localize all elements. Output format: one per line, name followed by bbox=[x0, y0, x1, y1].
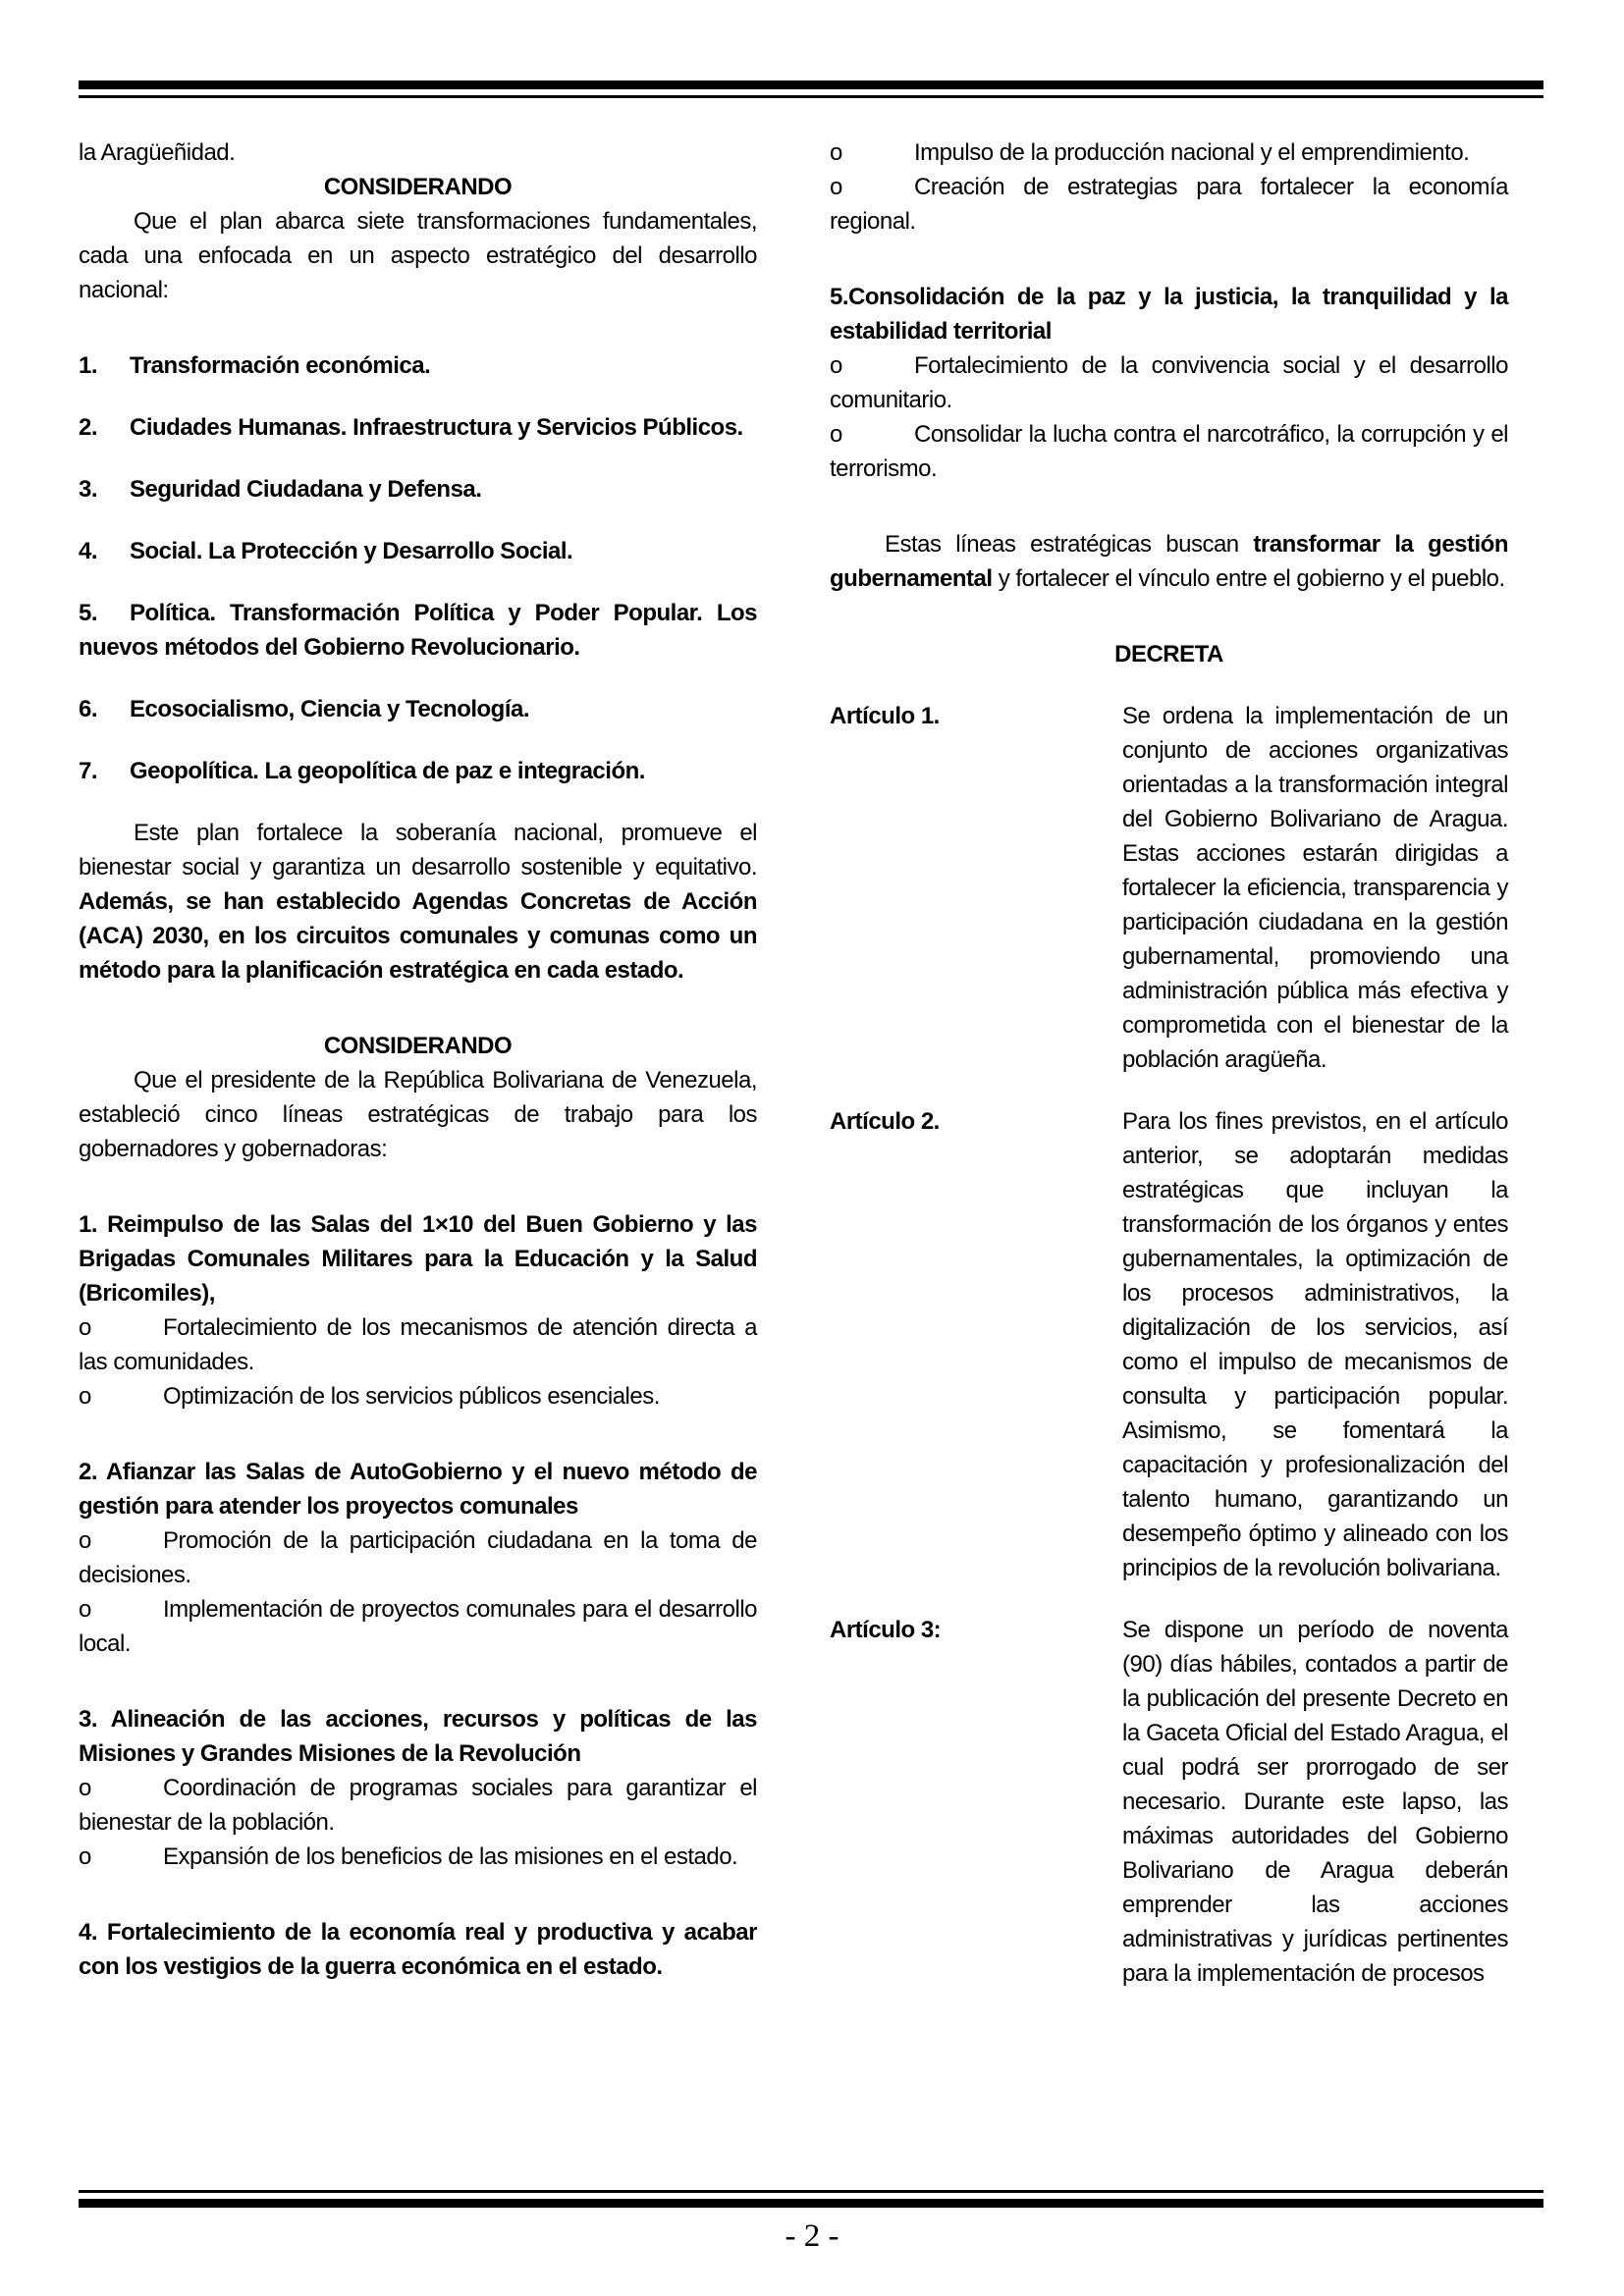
bullet-text: Impulso de la producción nacional y el emprendimiento. bbox=[914, 139, 1470, 166]
top-rule-thin bbox=[79, 95, 1543, 98]
item-number: 7. bbox=[79, 758, 98, 784]
item-text: Social. La Protección y Desarrollo Social. bbox=[130, 538, 573, 564]
bullet-item bbox=[830, 170, 1508, 239]
articulo-row bbox=[830, 699, 1508, 1077]
linea-header-3: 3. Alineación de las acciones, recursos y políticas de las Misiones y Grandes Misiones de la Revolución bbox=[79, 1706, 757, 1767]
paragraph-este-plan bbox=[79, 816, 757, 988]
bullet-text: Fortalecimiento de los mecanismos de atención directa a las comunidades. bbox=[79, 1314, 757, 1375]
articulo-label: Artículo 3: bbox=[830, 1617, 942, 1643]
bullet-marker: o bbox=[79, 1775, 91, 1801]
item-number: 4. bbox=[79, 538, 98, 564]
page-content bbox=[79, 135, 1508, 1991]
transformation-item bbox=[79, 472, 757, 507]
paragraph-text: Este plan fortalece la soberanía nacional, promueve el bienestar social y garantiza un desarrollo sostenible y equitativo. bbox=[79, 820, 757, 881]
transformation-item bbox=[79, 534, 757, 568]
bullet-text: Fortalecimiento de la convivencia social y el desarrollo comunitario. bbox=[830, 352, 1508, 413]
paragraph-plan: Que el plan abarca siete transformaciones fundamentales, cada una enfocada en un aspecto estratégico del desarrollo nacional: bbox=[79, 208, 757, 303]
bottom-rule-thick bbox=[79, 2199, 1543, 2208]
articulo-label: Artículo 2. bbox=[830, 1108, 940, 1135]
item-text: Seguridad Ciudadana y Defensa. bbox=[130, 476, 482, 503]
bullet-marker: o bbox=[79, 1527, 91, 1554]
item-number: 6. bbox=[79, 696, 98, 722]
heading-decreta: DECRETA bbox=[1114, 641, 1223, 667]
linea-header-5: 5.Consolidación de la paz y la justicia, la tranquilidad y la estabilidad territorial bbox=[830, 284, 1508, 345]
transformation-item bbox=[79, 692, 757, 726]
item-text: Transformación económica. bbox=[130, 352, 431, 379]
bullet-text: Optimización de los servicios públicos esenciales. bbox=[163, 1383, 660, 1410]
page-number: - 2 - bbox=[785, 2218, 839, 2254]
bullet-item bbox=[79, 1379, 757, 1414]
articulo-body: Se ordena la implementación de un conjunto de acciones organizativas orientadas a la transformación integral del Gobierno Bolivariano de Aragua. Estas acciones estarán dirigidas a fortalecer la eficiencia, transparencia y participación ciudadana en la gestión gubernamental, promoviendo una administración pública más efectiva y comprometida con el bienestar de la población aragüeña. bbox=[1122, 703, 1508, 1073]
paragraph-estas-lineas bbox=[830, 527, 1508, 596]
paragraph-presidente: Que el presidente de la República Bolivariana de Venezuela, estableció cinco líneas estratégicas de trabajo para los gobernadores y gobernadoras: bbox=[79, 1067, 757, 1162]
linea-header-2: 2. Afianzar las Salas de AutoGobierno y el nuevo método de gestión para atender los proyectos comunales bbox=[79, 1459, 757, 1520]
bullet-marker: o bbox=[79, 1596, 91, 1623]
bullet-item bbox=[830, 135, 1508, 170]
item-number: 3. bbox=[79, 476, 98, 503]
transformation-item bbox=[79, 348, 757, 383]
heading-considerando-1: CONSIDERANDO bbox=[323, 174, 513, 200]
bullet-text: Consolidar la lucha contra el narcotráfico, la corrupción y el terrorismo. bbox=[830, 421, 1508, 482]
bullet-item bbox=[79, 1523, 757, 1592]
top-rule-thick bbox=[79, 80, 1543, 89]
paragraph-text: Estas líneas estratégicas buscan bbox=[885, 531, 1254, 558]
heading-considerando-2: CONSIDERANDO bbox=[323, 1033, 513, 1059]
bullet-marker: o bbox=[79, 1843, 91, 1870]
transformation-item bbox=[79, 596, 757, 665]
bullet-text: Expansión de los beneficios de las misiones en el estado. bbox=[163, 1843, 738, 1870]
column-right bbox=[830, 135, 1508, 1991]
carryover-line: la Aragüeñidad. bbox=[79, 139, 236, 166]
bottom-rule-thin bbox=[79, 2190, 1543, 2193]
bullet-text: Coordinación de programas sociales para garantizar el bienestar de la población. bbox=[79, 1775, 757, 1836]
bullet-item bbox=[79, 1310, 757, 1379]
linea-header-4: 4. Fortalecimiento de la economía real y productiva y acabar con los vestigios de la guerra económica en el estado. bbox=[79, 1919, 757, 1980]
item-number: 1. bbox=[79, 352, 98, 379]
bullet-marker: o bbox=[830, 174, 842, 200]
paragraph-bold-text: transformar la gestión gubernamental bbox=[830, 531, 1508, 592]
item-text: Ciudades Humanas. Infraestructura y Servicios Públicos. bbox=[130, 414, 743, 441]
bullet-marker: o bbox=[79, 1383, 91, 1410]
item-text: Geopolítica. La geopolítica de paz e integración. bbox=[130, 758, 645, 784]
bullet-marker: o bbox=[830, 421, 842, 448]
item-number: 5. bbox=[79, 600, 98, 626]
bullet-item bbox=[79, 1592, 757, 1661]
bullet-text: Implementación de proyectos comunales para el desarrollo local. bbox=[79, 1596, 757, 1657]
bullet-text: Creación de estrategias para fortalecer la economía regional. bbox=[830, 174, 1508, 235]
item-number: 2. bbox=[79, 414, 98, 441]
articulo-row bbox=[830, 1613, 1508, 1991]
articulo-row bbox=[830, 1104, 1508, 1585]
column-left bbox=[79, 135, 757, 1991]
bullet-marker: o bbox=[830, 352, 842, 379]
bullet-item bbox=[79, 1840, 757, 1874]
item-text: Ecosocialismo, Ciencia y Tecnología. bbox=[130, 696, 530, 722]
bullet-marker: o bbox=[79, 1314, 91, 1341]
bullet-item bbox=[830, 417, 1508, 486]
transformation-item bbox=[79, 754, 757, 788]
paragraph-bold-text: Además, se han establecido Agendas Concretas de Acción (ACA) 2030, en los circuitos comunales y comunas como un método para la planificación estratégica en cada estado. bbox=[79, 888, 757, 984]
bullet-text: Promoción de la participación ciudadana en la toma de decisiones. bbox=[79, 1527, 757, 1588]
bullet-item bbox=[830, 348, 1508, 417]
bullet-marker: o bbox=[830, 139, 842, 166]
linea-header-1: 1. Reimpulso de las Salas del 1×10 del Buen Gobierno y las Brigadas Comunales Militares para la Educación y la Salud (Bricomiles), bbox=[79, 1211, 757, 1307]
articulo-body: Para los fines previstos, en el artículo anterior, se adoptarán medidas estratégicas que incluyan la transformación de los órganos y entes gubernamentales, la optimización de los procesos administrativos, la digitalización de los servicios, así como el impulso de mecanismos de consulta y participación popular. Asimismo, se fomentará la capacitación y profesionalización del talento humano, garantizando un desempeño óptimo y alineado con los principios de la revolución bolivariana. bbox=[1122, 1108, 1508, 1581]
articulo-label: Artículo 1. bbox=[830, 703, 940, 729]
paragraph-text: y fortalecer el vínculo entre el gobierno y el pueblo. bbox=[992, 565, 1505, 592]
item-text: Política. Transformación Política y Poder Popular. Los nuevos métodos del Gobierno Revolucionario. bbox=[79, 600, 757, 661]
articulo-body: Se dispone un período de noventa (90) días hábiles, contados a partir de la publicación del presente Decreto en la Gaceta Oficial del Estado Aragua, el cual podrá ser prorrogado de ser necesario. Durante este lapso, las máximas autoridades del Gobierno Bolivariano de Aragua deberán emprender las acciones administrativas y jurídicas pertinentes para la implementación de procesos bbox=[1122, 1617, 1508, 1987]
transformation-item bbox=[79, 410, 757, 445]
bullet-item bbox=[79, 1771, 757, 1840]
